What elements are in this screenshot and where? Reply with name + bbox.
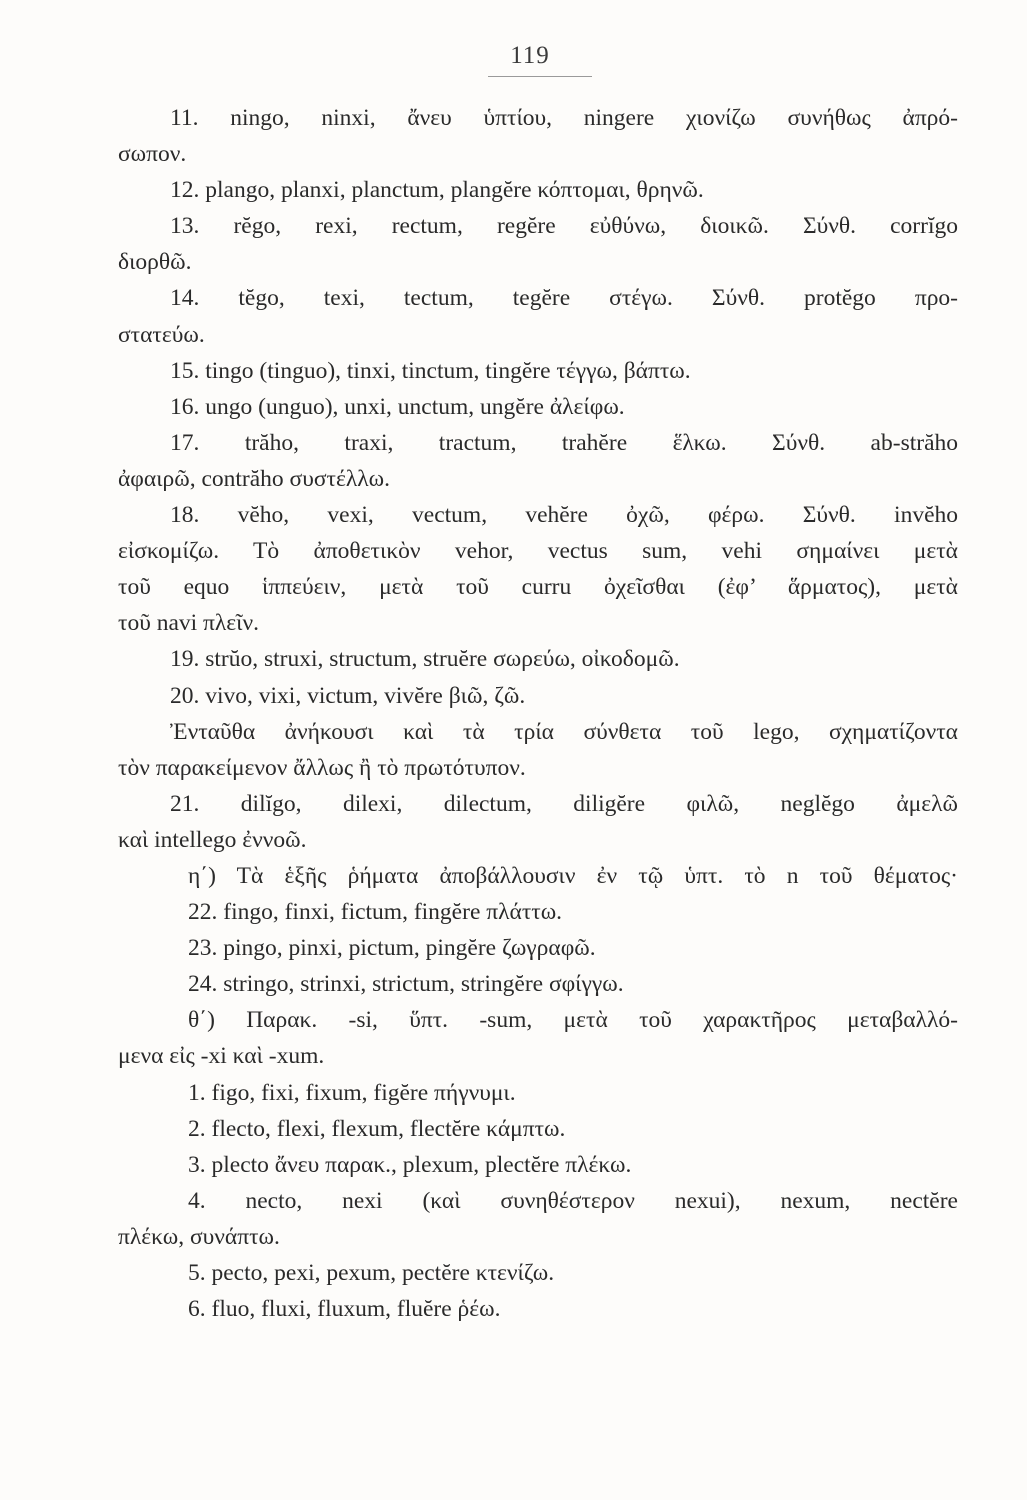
text-line: Ἐνταῦθα ἀνήκουσι καὶ τὰ τρία σύνθετα τοῦ lego, σχηματίζοντα bbox=[170, 718, 958, 745]
text-line: 18. vĕho, vexi, vectum, vehĕre ὀχῶ, φέρω. Σύνθ. invĕho bbox=[170, 502, 958, 529]
text-line: τοῦ navi πλεῖν. bbox=[118, 610, 259, 637]
text-line: 19. strŭo, struxi, structum, struĕre σωρεύω, οἰκοδομῶ. bbox=[170, 646, 680, 673]
text-line: σωπον. bbox=[118, 141, 187, 168]
header-rule bbox=[488, 76, 592, 77]
text-line: 15. tingo (tinguo), tinxi, tinctum, tingĕre τέγγω, βάπτω. bbox=[170, 357, 691, 384]
text-line: θ΄) Παρακ. -si, ὕπτ. -sum, μετὰ τοῦ χαρακτῆρος μεταβαλλό- bbox=[188, 1007, 958, 1034]
text-line: 17. trăho, traxi, tractum, trahĕre ἕλκω. Σύνθ. ab-străho bbox=[170, 429, 958, 456]
text-line: καὶ intellego ἐννοῶ. bbox=[118, 826, 307, 853]
text-line: 20. vivo, vixi, victum, vivĕre βιῶ, ζῶ. bbox=[170, 682, 526, 709]
text-line: 4. necto, nexi (καὶ συνηθέστερον nexui), nexum, nectĕre bbox=[188, 1187, 958, 1214]
text-line: διορθῶ. bbox=[118, 249, 192, 276]
text-line: 23. pingo, pinxi, pictum, pingĕre ζωγραφῶ. bbox=[188, 935, 596, 962]
text-line: στατεύω. bbox=[118, 321, 205, 348]
text-line: εἰσκομίζω. Τὸ ἀποθετικὸν vehor, vectus sum, vehi σημαίνει μετὰ bbox=[118, 538, 958, 565]
text-line: 12. plango, planxi, planctum, plangĕre κόπτομαι, θρηνῶ. bbox=[170, 177, 704, 204]
text-line: 6. fluo, fluxi, fluxum, fluĕre ῥέω. bbox=[188, 1296, 501, 1323]
text-line: 22. fingo, finxi, fictum, fingĕre πλάττω. bbox=[188, 899, 563, 926]
text-line: τὸν παρακείμενον ἄλλως ἢ τὸ πρωτότυπον. bbox=[118, 754, 526, 781]
text-line: πλέκω, συνάπτω. bbox=[118, 1223, 280, 1250]
text-line: 11. ningo, ninxi, ἄνευ ὑπτίου, ningere χιονίζω συνήθως ἀπρό- bbox=[170, 105, 958, 131]
text-line: 24. stringo, strinxi, strictum, stringĕre σφίγγω. bbox=[188, 971, 624, 998]
page-number: 119 bbox=[510, 42, 550, 69]
text-line: ἀφαιρῶ, contrăho συστέλλω. bbox=[118, 465, 390, 492]
text-line: 14. tĕgo, texi, tectum, tegĕre στέγω. Σύνθ. protĕgo προ- bbox=[170, 285, 958, 312]
text-line: 21. dilĭgo, dilexi, dilectum, diligĕre φιλῶ, neglĕgo ἀμελῶ bbox=[170, 790, 958, 817]
text-line: 13. rĕgo, rexi, rectum, regĕre εὐθύνω, διοικῶ. Σύνθ. corrĭgo bbox=[170, 213, 958, 240]
text-line: 5. pecto, pexi, pexum, pectĕre κτενίζω. bbox=[188, 1260, 555, 1286]
text-line: 3. plecto ἄνευ παρακ., plexum, plectĕre πλέκω. bbox=[188, 1151, 632, 1178]
text-line: 16. ungo (unguo), unxi, unctum, ungĕre ἀλείφω. bbox=[170, 393, 625, 420]
text-line: τοῦ equo ἱππεύειν, μετὰ τοῦ curru ὀχεῖσθαι (ἐφ’ ἅρματος), μετὰ bbox=[118, 574, 958, 601]
text-line: 2. flecto, flexi, flexum, flectĕre κάμπτω. bbox=[188, 1115, 566, 1142]
text-line: η΄) Τὰ ἑξῆς ῥήματα ἀποβάλλουσιν ἐν τῷ ὑπτ. τὸ n τοῦ θέματος· bbox=[188, 862, 958, 889]
text-line: 1. figo, fixi, fixum, figĕre πήγνυμι. bbox=[188, 1079, 516, 1106]
text-line: μενα εἰς -xi καὶ -xum. bbox=[118, 1043, 325, 1070]
page-text bbox=[118, 100, 958, 1327]
